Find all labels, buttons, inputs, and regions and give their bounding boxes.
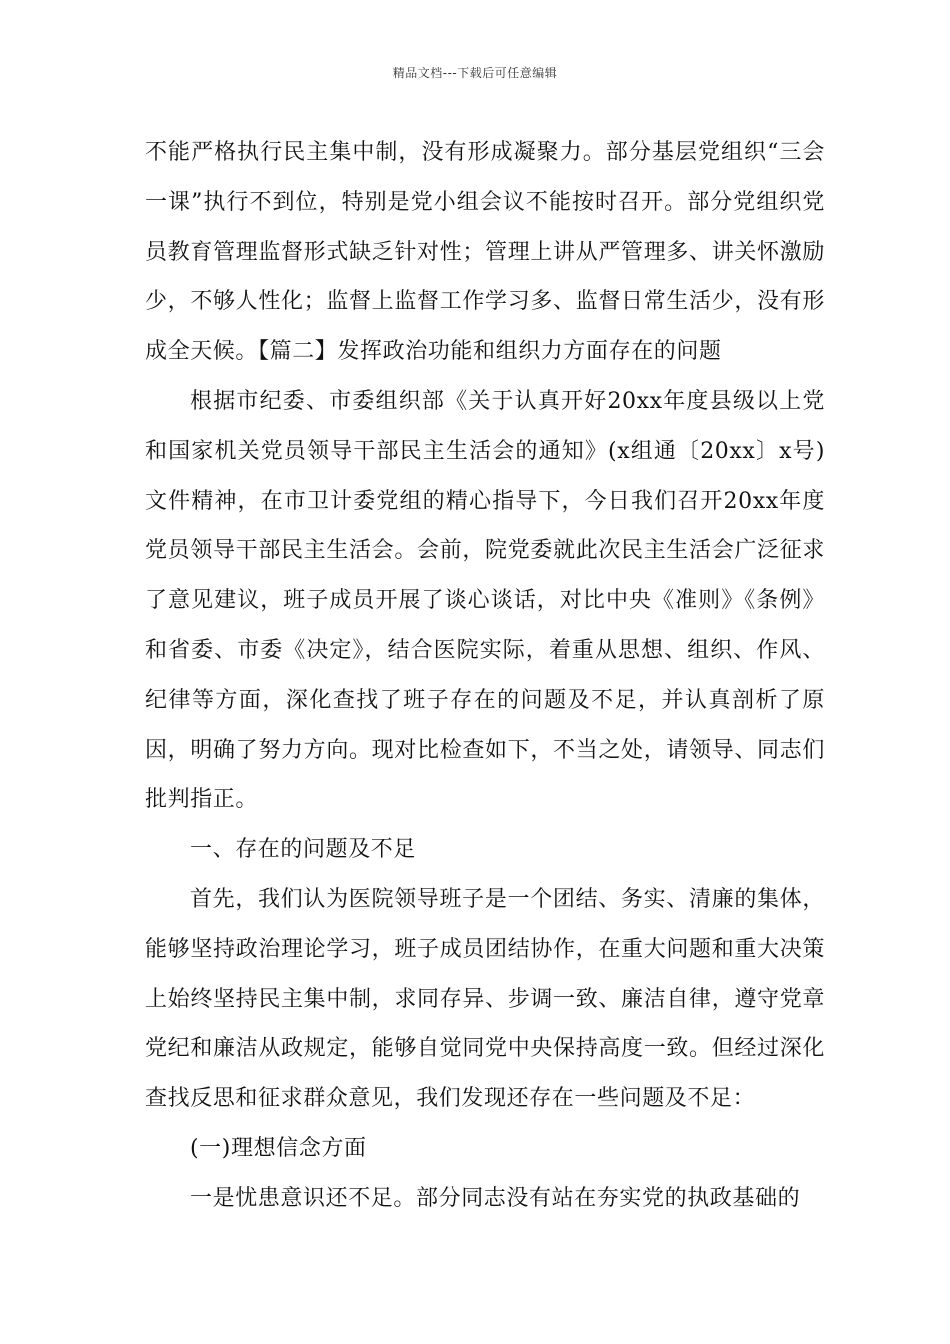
document-body [145,128,825,1224]
subsection-heading-ideals: (一)理想信念方面 [190,1135,367,1161]
paragraph-assessment: 首先，我们认为医院领导班子是一个团结、务实、清廉的集体，能够坚持政治理论学习，班子成员团结协作，在重大问题和重大决策上始终坚持民主集中制，求同存异、步调一致、廉洁自律，遵守党章党纪和廉洁从政规定，能够自觉同党中央保持高度一致。但经过深化查找反思和征求群众意见，我们发现还存在一些问题及不足： [145,886,825,1112]
paragraph-intro: 根据市纪委、市委组织部《关于认真开好20xx年度县级以上党和国家机关党员领导干部民主生活会的通知》(x组通〔20xx〕x号)文件精神，在市卫计委党组的精心指导下，今日我们召开20xx年度党员领导干部民主生活会。会前，院党委就此次民主生活会广泛征求了意见建议，班子成员开展了谈心谈话，对比中央《准则》《条例》和省委、市委《决定》，结合医院实际，着重从思想、组织、作风、纪律等方面，深化查找了班子存在的问题及不足，并认真剖析了原因，明确了努力方向。现对比检查如下，不当之处，请领导、同志们批判指正。 [145,388,825,813]
paragraph-point-one: 一是忧患意识还不足。部分同志没有站在夯实党的执政基础的 [190,1185,801,1211]
paragraph-continuation: 不能严格执行民主集中制，没有形成凝聚力。部分基层党组织“三会一课”执行不到位，特别是党小组会议不能按时召开。部分党组织党员教育管理监督形式缺乏针对性；管理上讲从严管理多、讲关怀激励少，不够人性化；监督上监督工作学习多、监督日常生活少，没有形成全天候。【篇二】发挥政治功能和组织力方面存在的问题 [145,140,825,365]
page-header: 精品文档---下载后可任意编辑 [392,66,558,80]
section-heading-problems: 一、存在的问题及不足 [190,837,417,863]
